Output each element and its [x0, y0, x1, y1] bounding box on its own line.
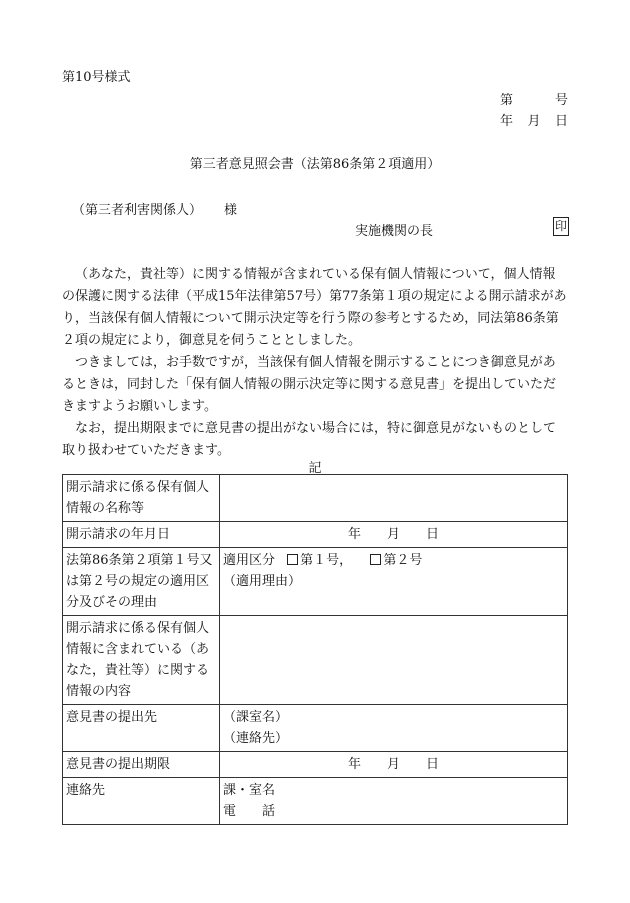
document-title: 第三者意見照会書（法第86条第２項適用） — [189, 157, 441, 172]
body-paragraph: （あなた，貴社等）に関する情報が含まれている保有個人情報について，個人情報の保護に関する法律（平成15年法律第57号）第77条第１項の規定による開示請求があり，当該保有個人情報について開示決定等を行う際の参考とするため，同法第86条第２項の規定により，御意見を伺うこととしました。 — [62, 267, 567, 348]
table-row — [63, 522, 568, 548]
checkbox-option1[interactable] — [287, 554, 298, 565]
addressee-honorific: 様 — [224, 203, 238, 218]
table-row — [63, 548, 568, 616]
form-number: 第10号様式 — [62, 70, 131, 85]
document-date — [500, 110, 568, 129]
table-row — [63, 475, 568, 522]
sender-name: 実施機関の長 — [355, 224, 434, 239]
date-day: 日 — [554, 114, 568, 129]
row-label-application: 法第86条第２項第１号又は第２号の規定の適用区分及びその理由 — [63, 548, 220, 616]
addressee — [72, 199, 237, 218]
table-row — [63, 752, 568, 778]
option2-label: 第２号 — [383, 553, 423, 568]
row-label-request-date: 開示請求の年月日 — [63, 522, 220, 548]
row-value-deadline[interactable] — [220, 752, 568, 778]
seal-mark: 印 — [553, 217, 569, 236]
row-label-deadline: 意見書の提出期限 — [63, 752, 220, 778]
reason-label: （適用理由） — [223, 574, 302, 589]
contact-label: （連絡先） — [223, 731, 289, 746]
ki-heading: 記 — [308, 461, 322, 476]
row-value-application — [220, 548, 568, 616]
row-label-contact: 連絡先 — [63, 778, 220, 825]
checkbox-option2[interactable] — [370, 554, 381, 565]
row-value-contact — [220, 778, 568, 825]
option1-label: 第１号， — [300, 553, 353, 568]
info-table — [62, 474, 568, 825]
office-label: （課室名） — [223, 710, 289, 725]
contact-phone-label: 電 話 — [223, 804, 276, 819]
row-value-request-name[interactable] — [220, 475, 568, 522]
date-month: 月 — [527, 114, 541, 129]
date-year: 年 — [500, 114, 514, 129]
year-label: 年 — [347, 757, 361, 772]
row-label-info-content: 開示請求に係る保有個人情報に含まれている（あなた，貴社等）に関する情報の内容 — [63, 616, 220, 705]
table-row — [63, 616, 568, 705]
document-number — [500, 89, 568, 108]
row-value-info-content[interactable] — [220, 616, 568, 705]
number-suffix: 号 — [554, 93, 568, 108]
row-value-submission-to — [220, 705, 568, 752]
month-label: 月 — [386, 757, 400, 772]
category-label: 適用区分 — [223, 553, 276, 568]
day-label: 日 — [426, 527, 440, 542]
table-row — [63, 778, 568, 825]
row-label-request-name: 開示請求に係る保有個人情報の名称等 — [63, 475, 220, 522]
body-paragraph: つきましては，お手数ですが，当該保有個人情報を開示することにつき御意見があるときは，同封した「保有個人情報の開示決定等に関する意見書」を提出していただきますようお願いします。 — [62, 355, 557, 414]
day-label: 日 — [426, 757, 440, 772]
table-row — [63, 705, 568, 752]
month-label: 月 — [386, 527, 400, 542]
row-label-submission-to: 意見書の提出先 — [63, 705, 220, 752]
number-prefix: 第 — [500, 93, 514, 108]
contact-office-label: 課・室名 — [223, 783, 276, 798]
body-paragraph: なお，提出期限までに意見書の提出がない場合には，特に御意見がないものとして取り扱わせていただきます。 — [62, 421, 557, 458]
body-text — [62, 264, 568, 462]
year-label: 年 — [347, 527, 361, 542]
addressee-name: （第三者利害関係人） — [72, 203, 203, 218]
row-value-request-date[interactable] — [220, 522, 568, 548]
